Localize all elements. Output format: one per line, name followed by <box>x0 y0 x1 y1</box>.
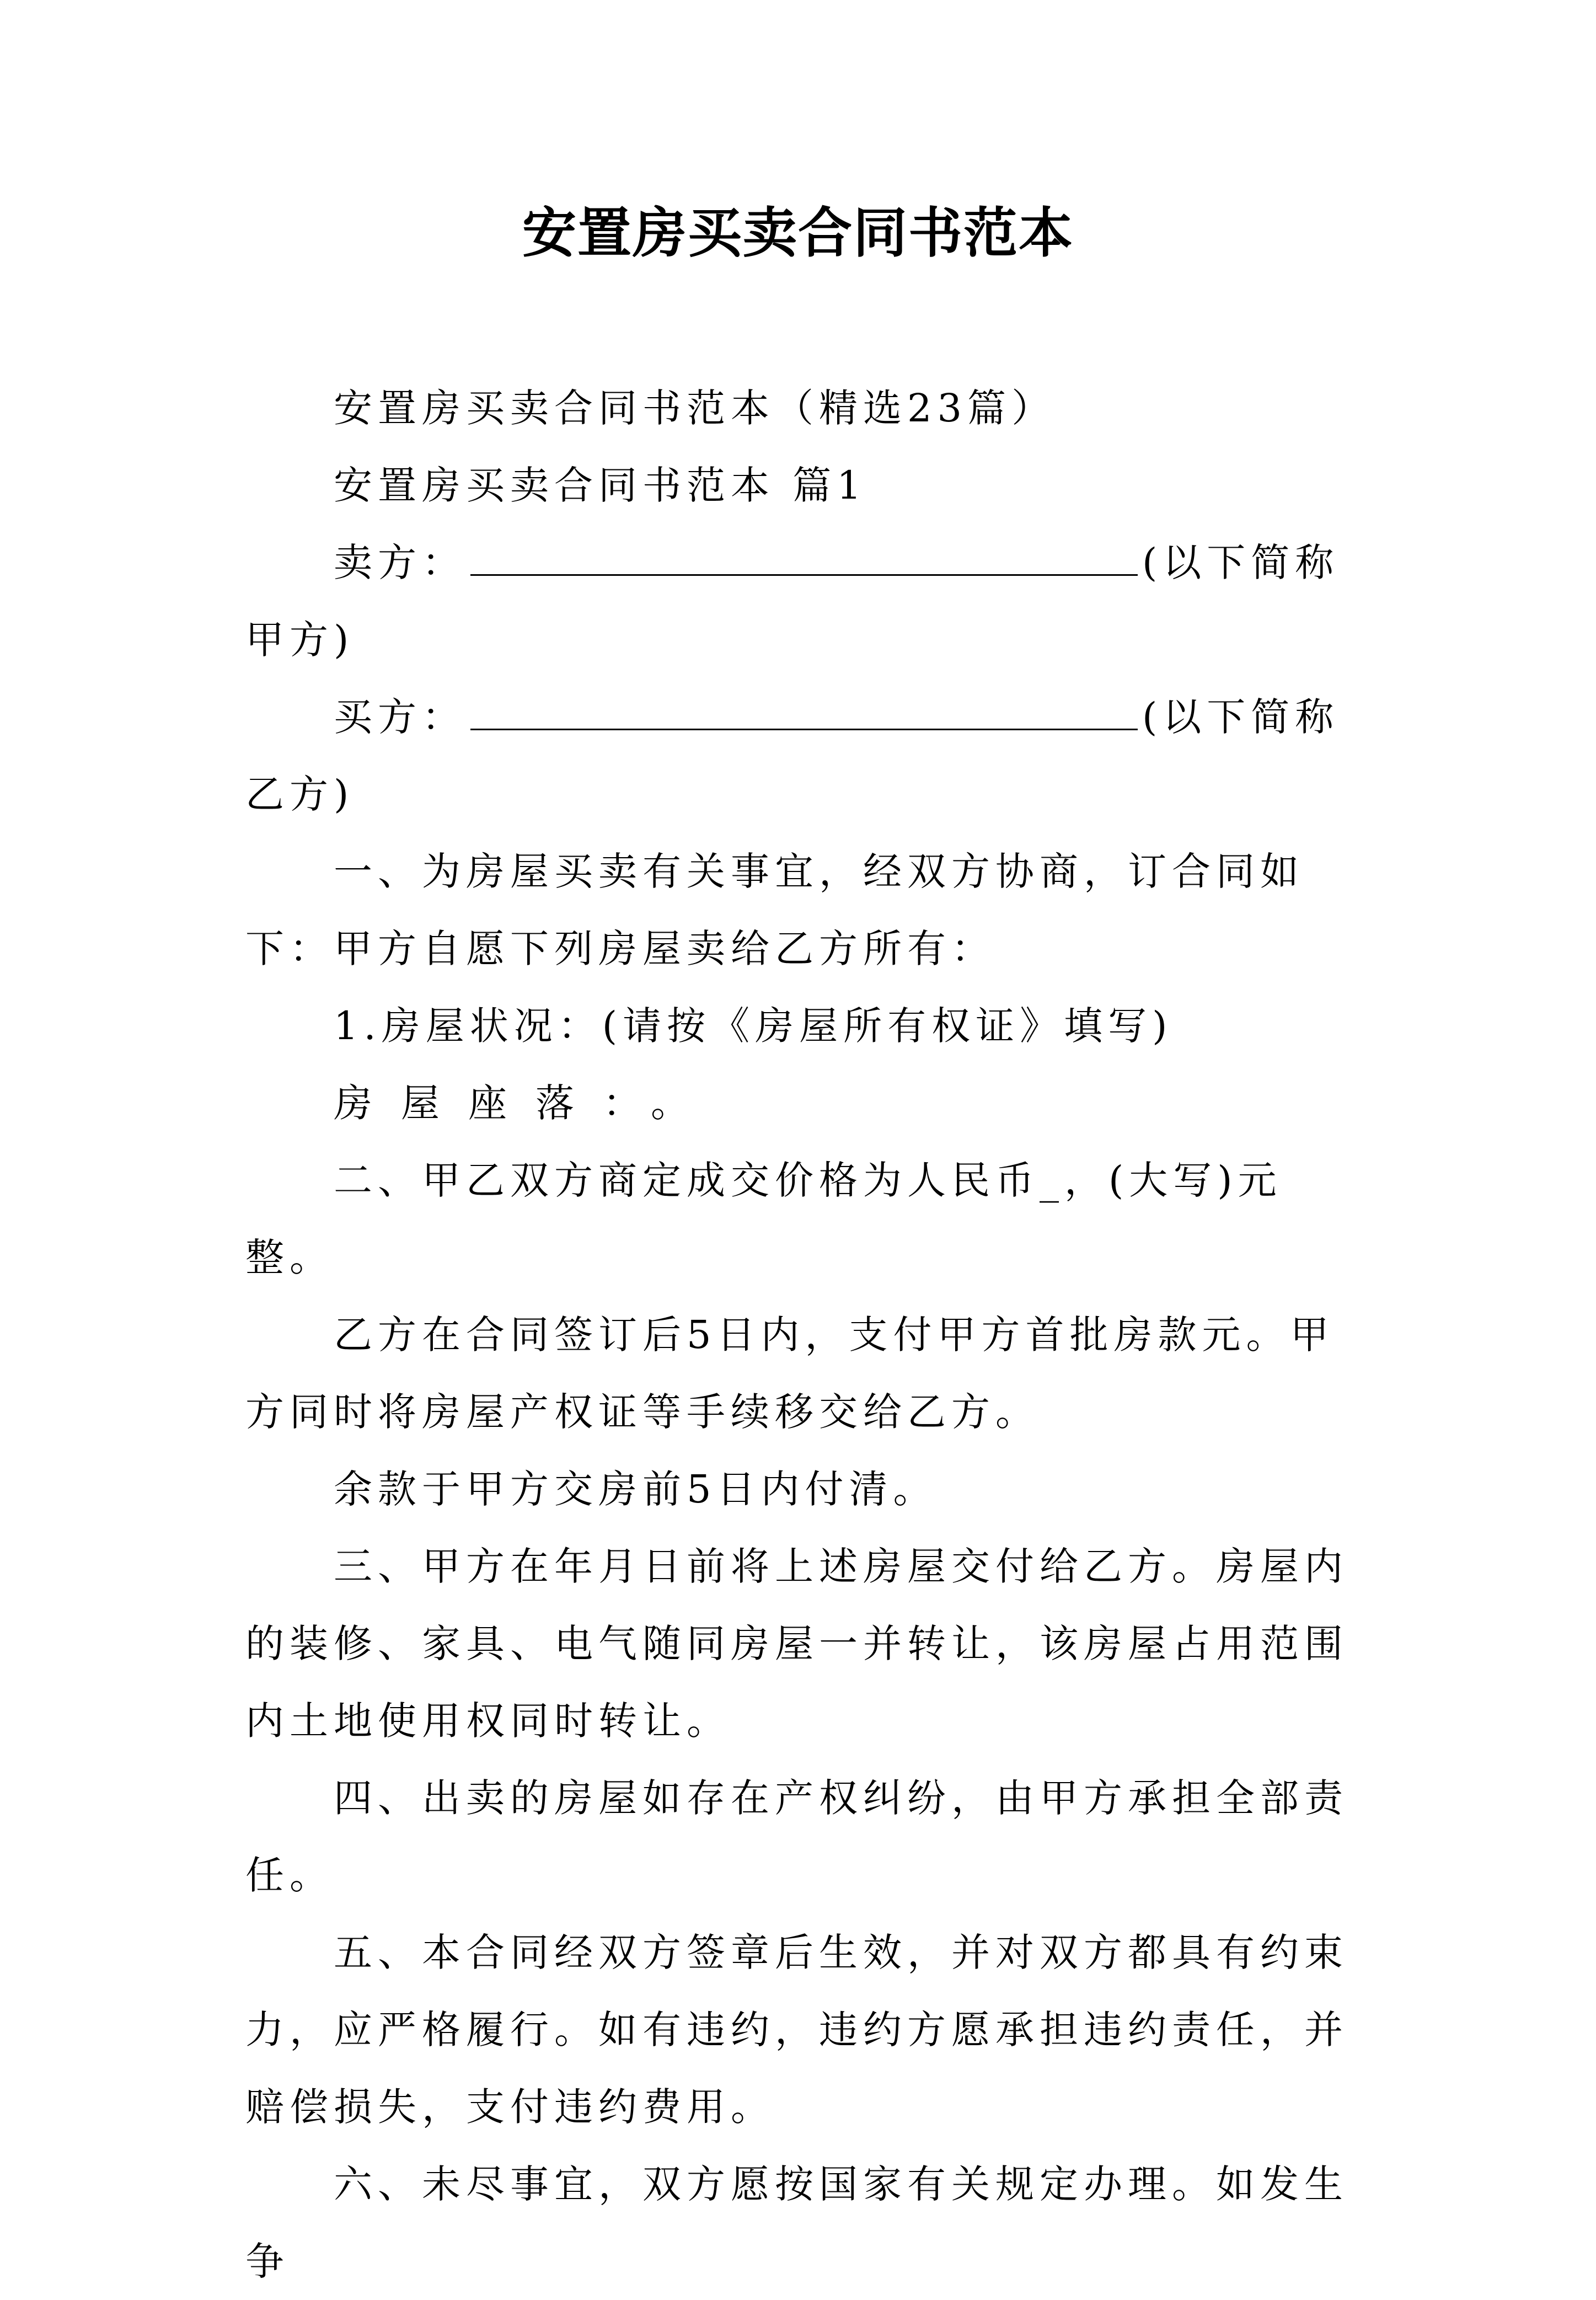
clause-1: 一、为房屋买卖有关事宜，经双方协商，订合同如下：甲方自愿下列房屋卖给乙方所有： <box>245 849 1304 971</box>
house-location: 房屋座落：。 <box>334 1081 718 1126</box>
document-title: 安置房买卖合同书范本 <box>522 201 1074 265</box>
buyer-line <box>245 678 1354 833</box>
first-payment: 乙方在合同签订后5日内，支付甲方首批房款元。甲方同时将房屋产权证等手续移交给乙方。 <box>245 1312 1335 1435</box>
buyer-suffix: (以下简称乙方) <box>245 694 1340 817</box>
buyer-label: 买方： <box>334 694 466 740</box>
seller-suffix: (以下简称甲方) <box>245 540 1340 662</box>
clause-4: 四、出卖的房屋如存在产权纠纷，由甲方承担全部责任。 <box>245 1775 1348 1898</box>
seller-name-blank <box>470 531 1138 576</box>
clause-5: 五、本合同经双方签章后生效，并对双方都具有约束力，应严格履行。如有违约，违约方愿承担违约责任，并赔偿损失，支付违约费用。 <box>245 1930 1348 2130</box>
document-body <box>245 370 1354 2300</box>
buyer-name-blank <box>470 686 1138 730</box>
subtitle: 安置房买卖合同书范本（精选23篇） <box>334 386 1056 431</box>
seller-line <box>245 524 1354 678</box>
clause-2: 二、甲乙双方商定成交价格为人民币_，(大写)元整。 <box>245 1158 1282 1280</box>
seller-label: 卖方： <box>334 540 466 585</box>
clause-6: 六、未尽事宜，双方愿按国家有关规定办理。如发生争 <box>245 2162 1348 2284</box>
clause-3: 三、甲方在年月日前将上述房屋交付给乙方。房屋内的装修、家具、电气随同房屋一并转让，该房屋占用范围内土地使用权同时转让。 <box>245 1544 1348 1743</box>
house-condition: 1.房屋状况：(请按《房屋所有权证》填写) <box>334 1003 1173 1049</box>
section-heading: 安置房买卖合同书范本 篇1 <box>334 463 867 508</box>
balance-payment: 余款于甲方交房前5日内付清。 <box>334 1467 938 1512</box>
